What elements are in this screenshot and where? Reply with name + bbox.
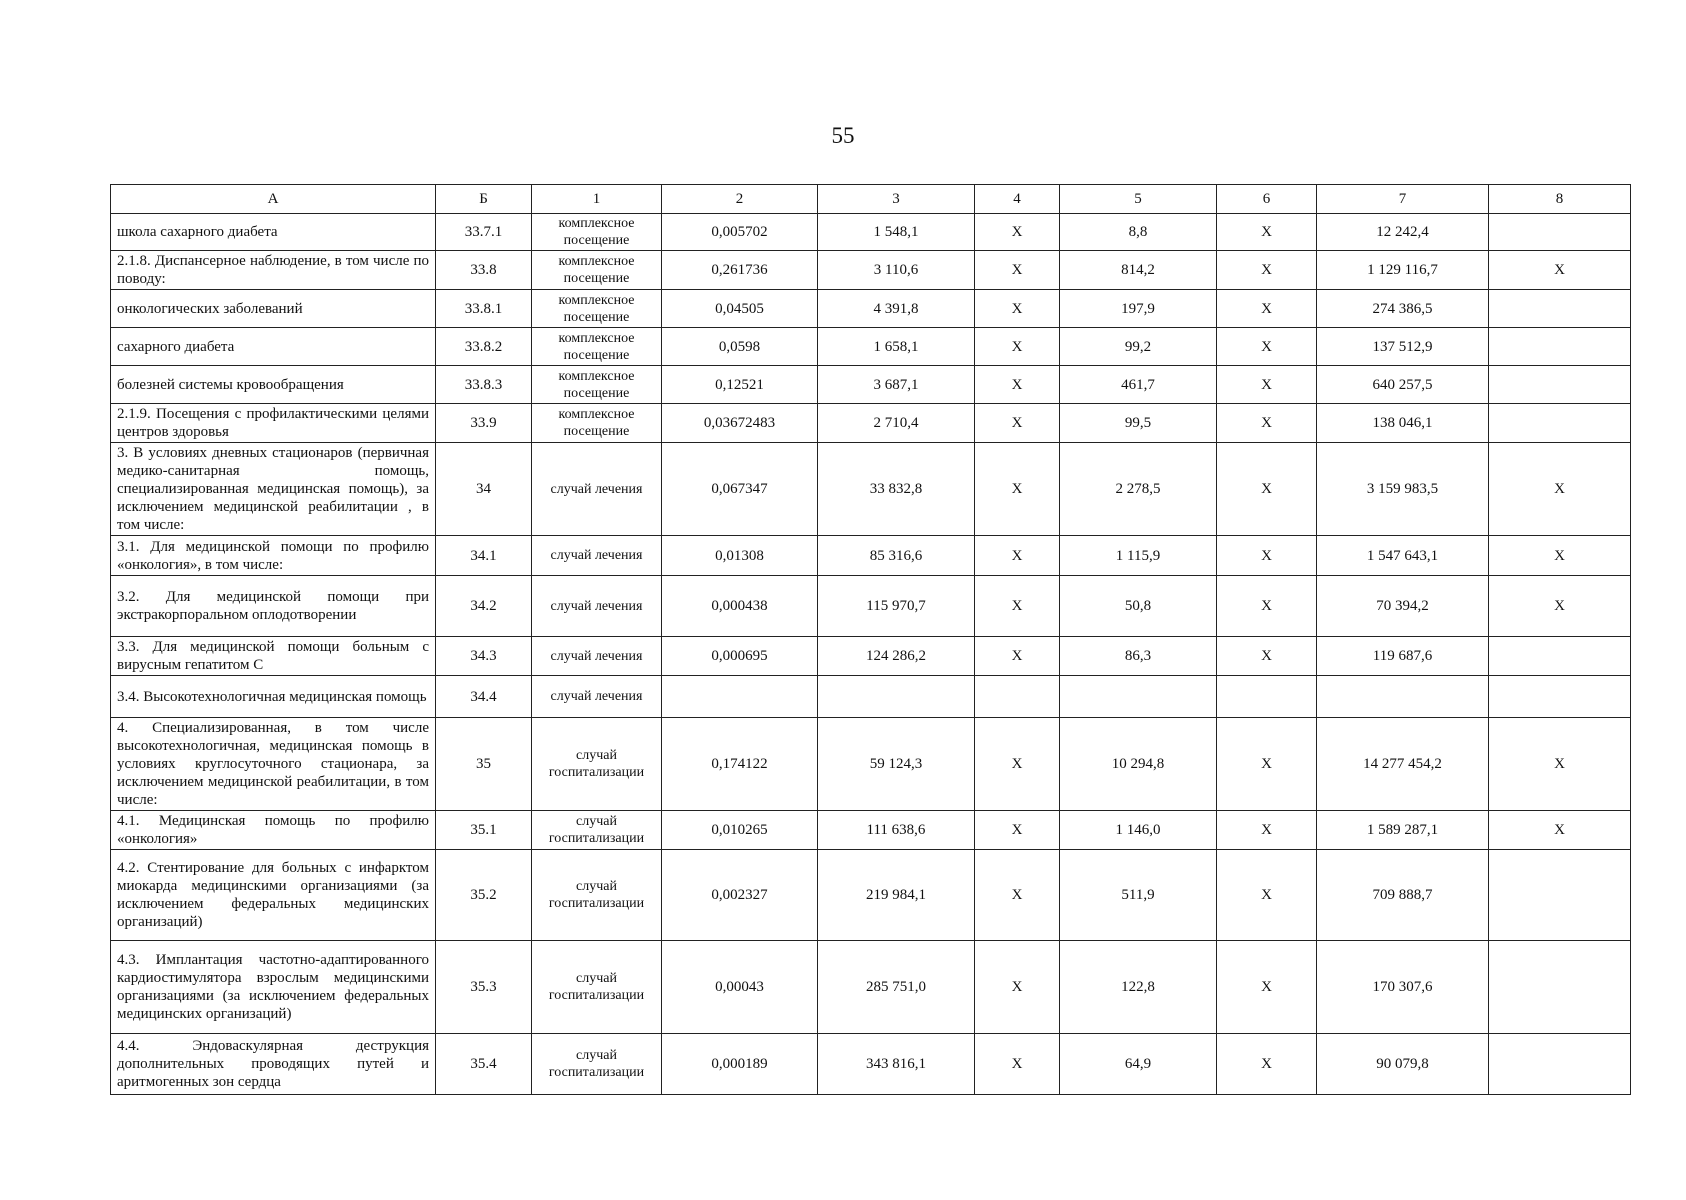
col-4-cell: X [975,536,1060,576]
table-row [111,366,1631,404]
table-row [111,941,1631,1034]
col-4-cell: X [975,637,1060,676]
col-3-cell: 4 391,8 [818,290,975,328]
unit-cell: случай госпитализации [532,718,662,811]
unit-cell: комплексное посещение [532,251,662,290]
col-3-cell: 3 687,1 [818,366,975,404]
unit-cell: случай лечения [532,443,662,536]
row-code: 35.3 [436,941,532,1034]
col-8-cell: X [1489,536,1631,576]
col-8-cell [1489,941,1631,1034]
row-code: 34.1 [436,536,532,576]
col-5-cell: 8,8 [1060,214,1217,251]
row-code: 33.7.1 [436,214,532,251]
col-5-cell: 511,9 [1060,850,1217,941]
row-code: 34 [436,443,532,536]
col-8-cell [1489,850,1631,941]
row-name: 2.1.8. Диспансерное наблюдение, в том числе по поводу: [111,251,436,290]
col-8-cell [1489,290,1631,328]
col-2-cell: 0,000189 [662,1034,818,1095]
col-3-cell: 115 970,7 [818,576,975,637]
col-2-cell: 0,010265 [662,811,818,850]
row-code: 35.4 [436,1034,532,1095]
col-3-cell: 2 710,4 [818,404,975,443]
col-7-cell: 138 046,1 [1317,404,1489,443]
col-8-cell: X [1489,576,1631,637]
table-row [111,328,1631,366]
col-4-cell [975,676,1060,718]
col-6-cell [1217,676,1317,718]
table-body [111,214,1631,1095]
unit-cell: случай госпитализации [532,811,662,850]
col-4-cell: X [975,251,1060,290]
col-7-cell: 137 512,9 [1317,328,1489,366]
col-7-cell: 1 589 287,1 [1317,811,1489,850]
column-header: 6 [1217,185,1317,214]
row-name: сахарного диабета [111,328,436,366]
table-row [111,637,1631,676]
col-8-cell: X [1489,718,1631,811]
col-5-cell: 99,2 [1060,328,1217,366]
row-code: 34.2 [436,576,532,637]
col-6-cell: X [1217,404,1317,443]
table-row [111,251,1631,290]
table-row [111,811,1631,850]
col-5-cell: 86,3 [1060,637,1217,676]
page-number: 55 [831,123,855,148]
col-4-cell: X [975,1034,1060,1095]
unit-cell: случай лечения [532,576,662,637]
col-6-cell: X [1217,536,1317,576]
unit-cell: случай госпитализации [532,941,662,1034]
col-4-cell: X [975,811,1060,850]
col-7-cell: 1 129 116,7 [1317,251,1489,290]
col-4-cell: X [975,718,1060,811]
col-4-cell: X [975,941,1060,1034]
col-6-cell: X [1217,941,1317,1034]
col-2-cell: 0,01308 [662,536,818,576]
col-5-cell [1060,676,1217,718]
col-5-cell: 197,9 [1060,290,1217,328]
row-name: 3.4. Высокотехнологичная медицинская помощь [111,676,436,718]
col-5-cell: 64,9 [1060,1034,1217,1095]
table-row [111,404,1631,443]
col-7-cell: 170 307,6 [1317,941,1489,1034]
row-name: школа сахарного диабета [111,214,436,251]
col-5-cell: 1 115,9 [1060,536,1217,576]
col-3-cell: 33 832,8 [818,443,975,536]
table-row [111,536,1631,576]
col-3-cell [818,676,975,718]
row-name: 4.4. Эндоваскулярная деструкция дополнительных проводящих путей и аритмогенных зон сердца [111,1034,436,1095]
col-4-cell: X [975,328,1060,366]
col-7-cell: 90 079,8 [1317,1034,1489,1095]
row-code: 33.8 [436,251,532,290]
col-6-cell: X [1217,290,1317,328]
col-7-cell: 119 687,6 [1317,637,1489,676]
col-6-cell: X [1217,850,1317,941]
col-4-cell: X [975,290,1060,328]
col-3-cell: 111 638,6 [818,811,975,850]
col-5-cell: 814,2 [1060,251,1217,290]
col-4-cell: X [975,404,1060,443]
table-row [111,290,1631,328]
row-name: 4. Специализированная, в том числе высокотехнологичная, медицинская помощь в условиях круглосуточного стационара, за исключением медицинской реабилитации, в том числе: [111,718,436,811]
col-7-cell: 70 394,2 [1317,576,1489,637]
row-code: 35.2 [436,850,532,941]
col-3-cell: 285 751,0 [818,941,975,1034]
col-7-cell: 640 257,5 [1317,366,1489,404]
col-2-cell: 0,000695 [662,637,818,676]
col-3-cell: 124 286,2 [818,637,975,676]
header-row [111,185,1631,214]
unit-cell: комплексное посещение [532,404,662,443]
col-6-cell: X [1217,328,1317,366]
col-7-cell: 3 159 983,5 [1317,443,1489,536]
col-8-cell [1489,328,1631,366]
col-7-cell [1317,676,1489,718]
col-4-cell: X [975,443,1060,536]
row-code: 33.9 [436,404,532,443]
column-header: 5 [1060,185,1217,214]
col-8-cell: X [1489,811,1631,850]
col-8-cell [1489,1034,1631,1095]
unit-cell: комплексное посещение [532,328,662,366]
unit-cell: комплексное посещение [532,366,662,404]
col-2-cell: 0,002327 [662,850,818,941]
table-row [111,1034,1631,1095]
col-7-cell: 12 242,4 [1317,214,1489,251]
col-5-cell: 2 278,5 [1060,443,1217,536]
column-header: 3 [818,185,975,214]
col-6-cell: X [1217,251,1317,290]
col-6-cell: X [1217,214,1317,251]
col-6-cell: X [1217,443,1317,536]
col-4-cell: X [975,576,1060,637]
col-7-cell: 1 547 643,1 [1317,536,1489,576]
column-header: 4 [975,185,1060,214]
column-header: Б [436,185,532,214]
col-5-cell: 122,8 [1060,941,1217,1034]
col-5-cell: 1 146,0 [1060,811,1217,850]
unit-cell: случай лечения [532,676,662,718]
row-code: 33.8.2 [436,328,532,366]
row-code: 34.4 [436,676,532,718]
row-name: онкологических заболеваний [111,290,436,328]
col-4-cell: X [975,850,1060,941]
column-header: 7 [1317,185,1489,214]
col-4-cell: X [975,214,1060,251]
col-2-cell: 0,174122 [662,718,818,811]
col-8-cell: X [1489,251,1631,290]
table-row [111,718,1631,811]
col-8-cell [1489,637,1631,676]
row-name: болезней системы кровообращения [111,366,436,404]
col-3-cell: 3 110,6 [818,251,975,290]
col-2-cell: 0,000438 [662,576,818,637]
data-table [110,184,1631,1095]
col-6-cell: X [1217,576,1317,637]
col-6-cell: X [1217,718,1317,811]
column-header: А [111,185,436,214]
col-5-cell: 10 294,8 [1060,718,1217,811]
col-2-cell [662,676,818,718]
row-name: 2.1.9. Посещения с профилактическими целями центров здоровья [111,404,436,443]
col-5-cell: 50,8 [1060,576,1217,637]
col-3-cell: 1 548,1 [818,214,975,251]
row-name: 3. В условиях дневных стационаров (первичная медико-санитарная помощь, специализированная медицинская помощь), за исключением медицинской реабилитации , в том числе: [111,443,436,536]
col-2-cell: 0,04505 [662,290,818,328]
unit-cell: случай лечения [532,637,662,676]
table-row [111,214,1631,251]
column-header: 2 [662,185,818,214]
row-code: 35.1 [436,811,532,850]
column-header: 1 [532,185,662,214]
col-8-cell [1489,404,1631,443]
col-7-cell: 14 277 454,2 [1317,718,1489,811]
col-3-cell: 1 658,1 [818,328,975,366]
col-4-cell: X [975,366,1060,404]
col-2-cell: 0,067347 [662,443,818,536]
col-7-cell: 709 888,7 [1317,850,1489,941]
col-6-cell: X [1217,637,1317,676]
col-8-cell [1489,214,1631,251]
unit-cell: случай госпитализации [532,850,662,941]
col-8-cell: X [1489,443,1631,536]
row-code: 34.3 [436,637,532,676]
unit-cell: случай госпитализации [532,1034,662,1095]
table-row [111,676,1631,718]
col-3-cell: 59 124,3 [818,718,975,811]
col-6-cell: X [1217,1034,1317,1095]
row-name: 3.2. Для медицинской помощи при экстракорпоральном оплодотворении [111,576,436,637]
col-5-cell: 99,5 [1060,404,1217,443]
unit-cell: комплексное посещение [532,214,662,251]
col-3-cell: 343 816,1 [818,1034,975,1095]
unit-cell: комплексное посещение [532,290,662,328]
col-2-cell: 0,00043 [662,941,818,1034]
row-name: 4.2. Стентирование для больных с инфарктом миокарда медицинскими организациями (за исключением федеральных медицинских организаций) [111,850,436,941]
col-2-cell: 0,261736 [662,251,818,290]
col-6-cell: X [1217,366,1317,404]
col-8-cell [1489,366,1631,404]
row-name: 4.1. Медицинская помощь по профилю «онкология» [111,811,436,850]
unit-cell: случай лечения [532,536,662,576]
table-row [111,576,1631,637]
row-code: 33.8.3 [436,366,532,404]
table-row [111,850,1631,941]
row-name: 3.3. Для медицинской помощи больным с вирусным гепатитом С [111,637,436,676]
col-7-cell: 274 386,5 [1317,290,1489,328]
row-code: 33.8.1 [436,290,532,328]
col-3-cell: 85 316,6 [818,536,975,576]
col-2-cell: 0,12521 [662,366,818,404]
col-2-cell: 0,0598 [662,328,818,366]
row-code: 35 [436,718,532,811]
row-name: 4.3. Имплантация частотно-адаптированного кардиостимулятора взрослым медицинскими организациями (за исключением федеральных медицинских организаций) [111,941,436,1034]
col-3-cell: 219 984,1 [818,850,975,941]
col-2-cell: 0,005702 [662,214,818,251]
col-5-cell: 461,7 [1060,366,1217,404]
row-name: 3.1. Для медицинской помощи по профилю «онкология», в том числе: [111,536,436,576]
col-6-cell: X [1217,811,1317,850]
col-2-cell: 0,03672483 [662,404,818,443]
col-8-cell [1489,676,1631,718]
table-row [111,443,1631,536]
column-header: 8 [1489,185,1631,214]
